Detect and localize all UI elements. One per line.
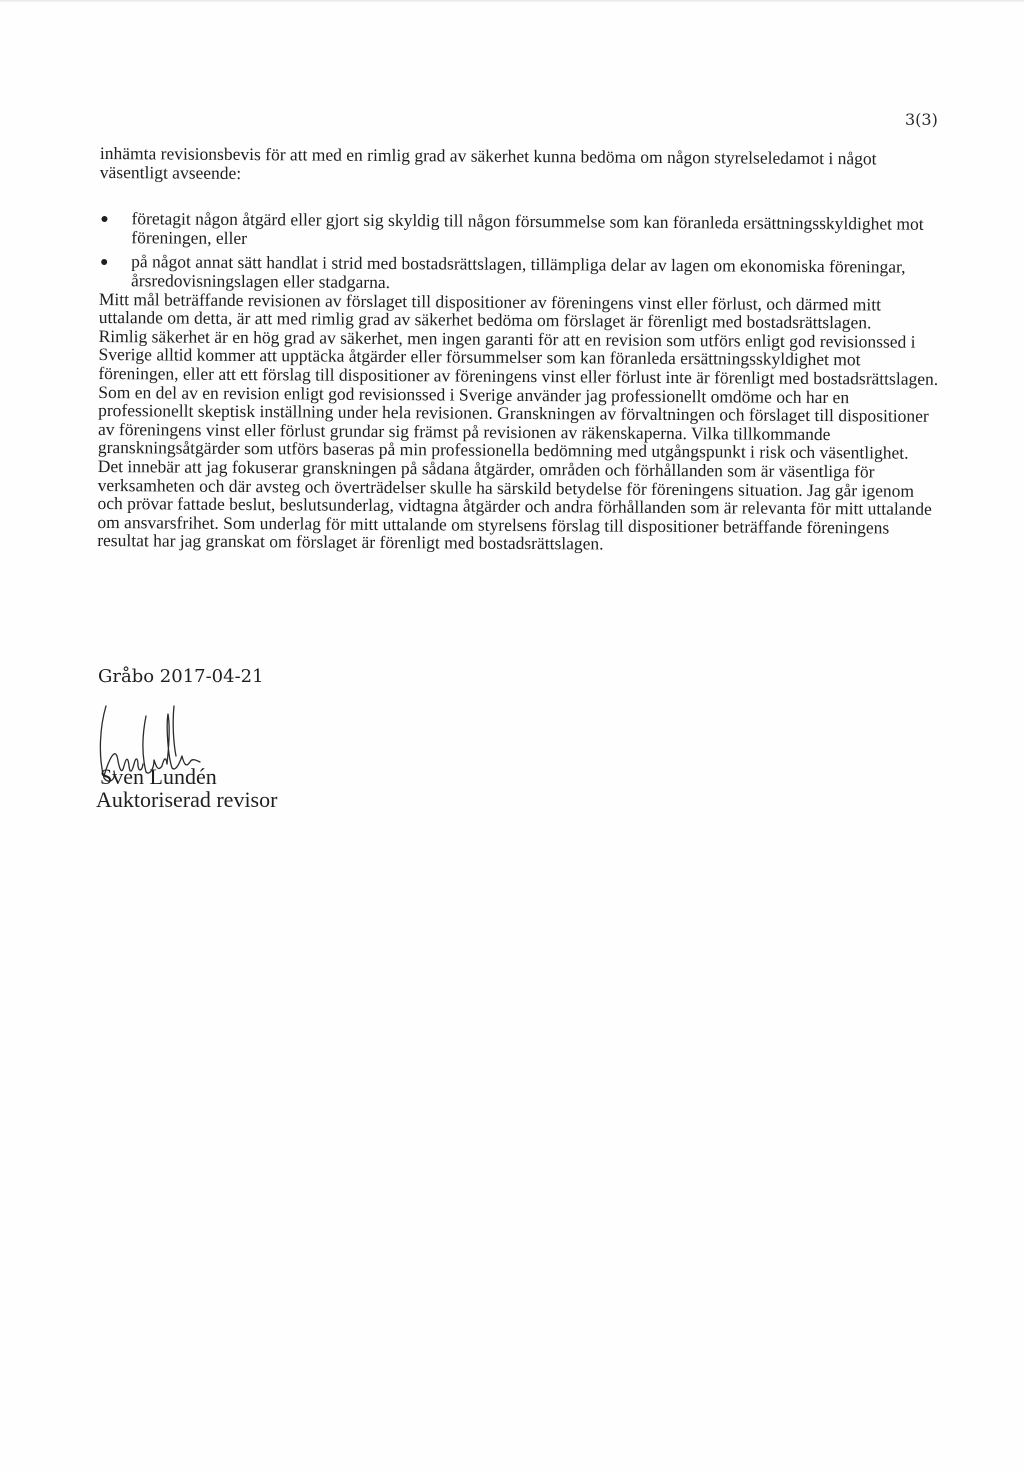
- paragraph-mal: Mitt mål beträffande revisionen av förslaget till dispositioner av föreningens vinst eller förlust, och därmed mitt uttalande om detta, är att med rimlig grad av säkerhet bedöma om förslaget är förenligt med bostadsrättslagen.: [98, 288, 882, 333]
- bullet-dot-icon: [101, 216, 107, 222]
- scan-top-edge: [0, 0, 1024, 3]
- list-item: [99, 252, 939, 295]
- paragraph-rimlig-sakerhet: Rimlig säkerhet är en hög grad av säkerhet, men ingen garanti för att en revision som utförs enligt god revisionssed i Sverige alltid kommer att upptäcka åtgärder eller försummelser som kan föranleda ersättningsskyldighet mot föreningen, eller att ett förslag till dispositioner av föreningens vinst eller förlust inte är förenligt med bostadsrättslagen.: [98, 325, 939, 389]
- paragraph-revision-del: Som en del av en revision enligt god revisionssed i Sverige använder jag professionellt omdöme och har en professionellt skeptisk inställning under hela revisionen. Granskningen av förvaltningen och förslaget till dispositioner av föreningens vinst eller förlust grundar sig främst på revisionen av räkenskaperna. Vilka tillkommande granskningsåtgärder som utförs baseras på min professionella bedömning med utgångspunkt i risk och väsentlighet. Det innebär att jag fokuserar granskningen på sådana åtgärder, områden och förhållanden som är väsentliga för verksamheten och där avsteg och överträdelser skulle ha särskild betydelse för föreningens situation. Jag går igenom och prövar fattade beslut, beslutsunderlag, vidtagna åtgärder och andra förhållanden som är relevanta för mitt uttalande om ansvarsfrihet. Som underlag för mitt uttalande om styrelsens förslag till dispositioner beträffande föreningens resultat har jag granskat om förslaget är förenligt med bostadsrättslagen.: [97, 381, 932, 554]
- list-item: [99, 209, 939, 252]
- intro-paragraph: inhämta revisionsbevis för att med en rimlig grad av säkerhet kunna bedöma om någon styrelseledamot i något väsentligt avseende:: [99, 143, 877, 183]
- bullet-text: på något annat sätt handlat i strid med bostadsrättslagen, tillämpliga delar av lagen om ekonomiska föreningar, årsredovisningslagen eller stadgarna.: [130, 251, 906, 292]
- bullet-text: företagit någon åtgärd eller gjort sig skyldig till någon försummelse som kan föranleda ersättningsskyldighet mot föreningen, eller: [131, 208, 924, 248]
- place-date: Gråbo 2017-04-21: [98, 666, 264, 687]
- signer-title: Auktoriserad revisor: [96, 787, 278, 812]
- document-body: [97, 144, 940, 556]
- signer-name: Sven Lundén: [100, 764, 217, 789]
- bullet-list: [99, 209, 940, 295]
- bullet-dot-icon: [101, 259, 107, 265]
- page-number: 3(3): [905, 110, 938, 129]
- signature-block: [96, 666, 396, 816]
